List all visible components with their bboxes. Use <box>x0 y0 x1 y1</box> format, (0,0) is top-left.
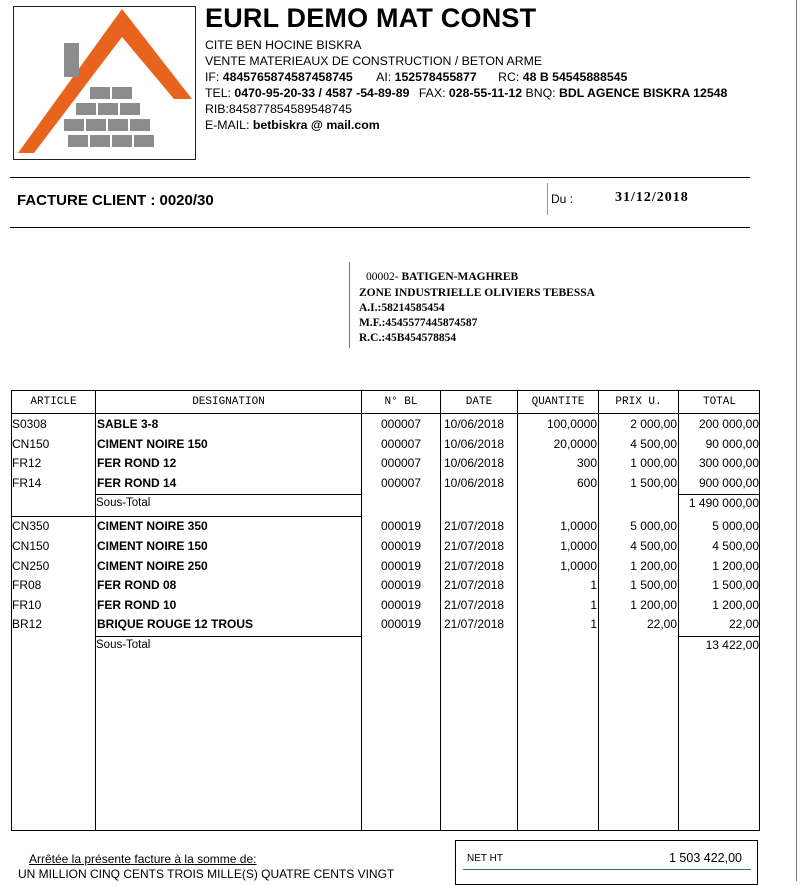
cell-article: S0308 <box>12 417 47 431</box>
header-prix: PRIX U. <box>615 396 662 408</box>
cell-date: 10/06/2018 <box>444 417 505 431</box>
company-address: CITE BEN HOCINE BISKRA <box>205 38 362 52</box>
cell-date: 21/07/2018 <box>444 578 505 593</box>
cell-qte: 100,0000 <box>546 417 597 431</box>
invoice-title: FACTURE CLIENT : 0020/30 <box>17 192 214 209</box>
subtotal-rule <box>679 636 760 637</box>
net-ht-rule <box>463 869 751 870</box>
cell-prix: 2 000,00 <box>630 417 677 431</box>
cell-article: CN150 <box>12 436 50 451</box>
amount-in-words: UN MILLION CINQ CENTS TROIS MILLE(S) QUATRE CENTS VINGT <box>18 867 395 881</box>
company-contacts: TEL: 0470-95-20-33 / 4587 -54-89-89 FAX: 028-55-11-12 BNQ: BDL AGENCE BISKRA 12548 <box>205 86 728 100</box>
cell-date: 21/07/2018 <box>444 539 505 553</box>
cell-article: FR12 <box>12 456 42 471</box>
client-address: ZONE INDUSTRIELLE OLIVIERS TEBESSA <box>359 287 595 299</box>
cell-total: 4 500,00 <box>712 539 759 553</box>
net-ht-label: NET HT <box>467 853 503 864</box>
company-activity: VENTE MATERIEAUX DE CONSTRUCTION / BETON ARME <box>205 54 543 68</box>
cell-prix: 4 500,00 <box>630 436 677 451</box>
cell-total: 1 200,00 <box>712 558 759 573</box>
cell-designation: FER ROND 12 <box>97 456 177 471</box>
cell-qte: 1,0000 <box>560 558 597 573</box>
invoice-date: 31/12/2018 <box>615 190 689 205</box>
cell-date: 10/06/2018 <box>444 456 505 471</box>
cell-bl: 000019 <box>380 539 422 553</box>
cell-bl: 000019 <box>380 597 422 612</box>
title-bottom-rule <box>10 227 750 228</box>
client-rc: R.C.:45B454578854 <box>359 332 457 344</box>
cell-bl: 000007 <box>380 436 422 451</box>
cell-date: 10/06/2018 <box>444 436 505 451</box>
cell-qte: 20,0000 <box>553 436 597 451</box>
cell-total: 900 000,00 <box>698 475 759 490</box>
cell-prix: 1 500,00 <box>630 578 677 593</box>
cell-prix: 1 500,00 <box>630 475 677 490</box>
cell-article: CN350 <box>12 519 50 534</box>
cell-total: 1 200,00 <box>712 597 759 612</box>
date-label: Du : <box>551 192 574 206</box>
cell-bl: 000019 <box>380 578 422 593</box>
subtotal-label: Sous-Total <box>96 639 151 651</box>
client-ai: A.I.:58214585454 <box>359 302 445 314</box>
header-designation: DESIGNATION <box>192 396 265 408</box>
cell-article: FR10 <box>12 597 42 612</box>
cell-qte: 600 <box>576 475 597 490</box>
cell-qte: 1,0000 <box>560 539 597 553</box>
cell-total: 90 000,00 <box>705 436 759 451</box>
cell-designation: BRIQUE ROUGE 12 TROUS <box>97 617 254 632</box>
cell-total: 5 000,00 <box>712 519 759 534</box>
net-ht-value: 1 503 422,00 <box>669 851 742 865</box>
cell-date: 21/07/2018 <box>444 558 505 573</box>
cell-bl: 000019 <box>380 519 422 534</box>
cell-bl: 000019 <box>380 617 422 632</box>
cell-designation: CIMENT NOIRE 350 <box>97 519 208 534</box>
cell-article: CN150 <box>12 539 50 553</box>
company-ids: IF: 4845765874587458745 AI: 152578455877 RC: 48 B 54545888545 <box>205 70 628 84</box>
subtotal-rule <box>96 636 361 637</box>
group-separator <box>12 516 361 517</box>
header-article: ARTICLE <box>30 396 77 408</box>
cell-designation: FER ROND 08 <box>97 578 177 593</box>
cell-designation: CIMENT NOIRE 150 <box>97 436 208 451</box>
cell-bl: 000007 <box>380 417 422 431</box>
cell-total: 22,00 <box>728 617 759 632</box>
cell-article: BR12 <box>12 617 43 632</box>
cell-article: CN250 <box>12 558 50 573</box>
cell-prix: 22,00 <box>646 617 677 632</box>
cell-prix: 1 200,00 <box>630 597 677 612</box>
cell-total: 300 000,00 <box>698 456 759 471</box>
client-name-line: 00002- BATIGEN-MAGHREB <box>366 271 519 283</box>
cell-date: 21/07/2018 <box>444 617 505 632</box>
subtotal-rule <box>96 494 361 495</box>
header-bl: N° BL <box>384 396 418 408</box>
cell-prix: 1 200,00 <box>630 558 677 573</box>
title-top-rule <box>10 177 750 178</box>
subtotal-value: 1 490 000,00 <box>688 496 759 511</box>
page-edge <box>796 0 797 881</box>
cell-prix: 1 000,00 <box>630 456 677 471</box>
company-logo <box>13 6 196 160</box>
cell-qte: 1 <box>590 597 597 612</box>
subtotal-rule <box>679 494 760 495</box>
cell-bl: 000007 <box>380 456 422 471</box>
subtotal-value: 13 422,00 <box>705 638 759 652</box>
company-rib: RIB:845877854589548745 <box>205 102 353 116</box>
header-quantite: QUANTITE <box>531 396 585 408</box>
cell-qte: 300 <box>576 456 597 471</box>
header-date: DATE <box>465 396 493 408</box>
house-roof-bricks-icon <box>14 7 195 159</box>
cell-qte: 1 <box>590 578 597 593</box>
cell-date: 21/07/2018 <box>444 519 505 534</box>
cell-article: FR14 <box>12 475 42 490</box>
cell-designation: FER ROND 14 <box>97 475 177 490</box>
cell-total: 200 000,00 <box>698 417 759 431</box>
client-mf: M.F.:4545577445874587 <box>359 317 478 329</box>
company-name: EURL DEMO MAT CONST <box>205 3 537 33</box>
company-email: E-MAIL: betbiskra @ mail.com <box>205 118 380 132</box>
cell-article: FR08 <box>12 578 42 593</box>
cell-date: 21/07/2018 <box>444 597 505 612</box>
cell-designation: CIMENT NOIRE 250 <box>97 558 208 573</box>
cell-designation: SABLE 3-8 <box>97 417 159 431</box>
cell-total: 1 500,00 <box>712 578 759 593</box>
client-bar <box>349 262 350 348</box>
cell-qte: 1 <box>590 617 597 632</box>
items-table <box>11 390 760 831</box>
subtotal-label: Sous-Total <box>96 497 151 510</box>
cell-date: 10/06/2018 <box>444 475 505 490</box>
cell-designation: FER ROND 10 <box>97 597 177 612</box>
arrete-label: Arrêtée la présente facture à la somme de: <box>29 852 257 866</box>
cell-qte: 1,0000 <box>560 519 597 534</box>
cell-prix: 4 500,00 <box>630 539 677 553</box>
cell-prix: 5 000,00 <box>630 519 677 534</box>
cell-designation: CIMENT NOIRE 150 <box>97 539 208 553</box>
cell-bl: 000019 <box>380 558 422 573</box>
header-total: TOTAL <box>702 396 736 408</box>
cell-bl: 000007 <box>380 475 422 490</box>
date-separator <box>547 183 548 215</box>
